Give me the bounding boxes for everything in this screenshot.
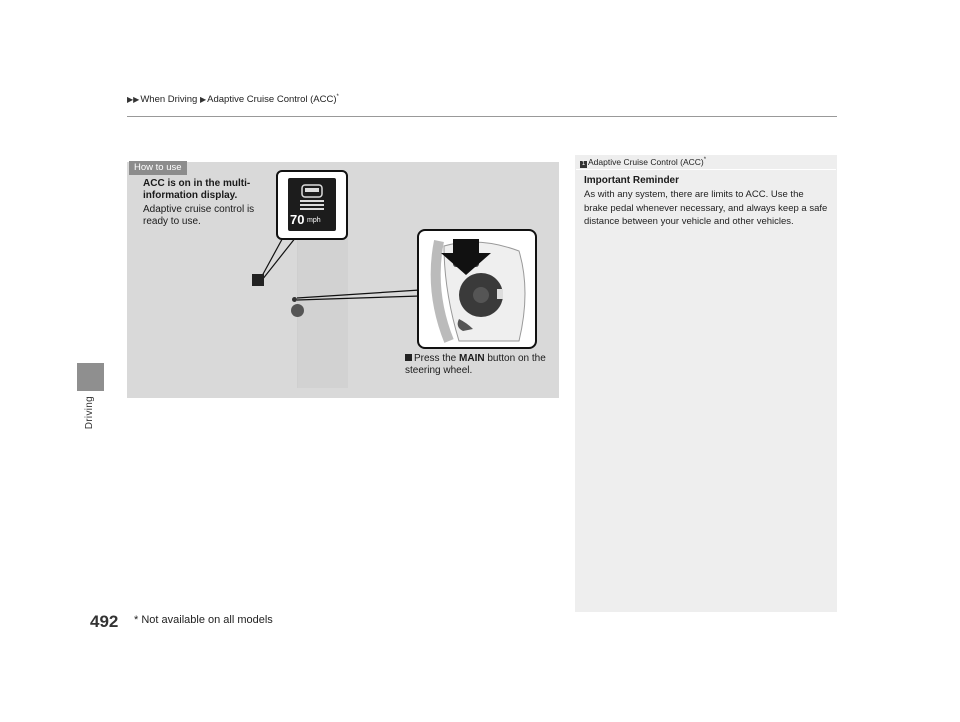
display-speed: 70 xyxy=(290,212,305,227)
display-location-marker xyxy=(252,274,264,286)
how-to-use-tag: How to use xyxy=(129,161,187,175)
footnote: * Not available on all models xyxy=(134,614,273,626)
note-title-asterisk: * xyxy=(703,157,707,164)
display-unit: mph xyxy=(307,217,321,224)
note-title-text: Adaptive Cruise Control (ACC) xyxy=(588,157,704,167)
section-label: Driving xyxy=(84,396,95,430)
breadcrumb-item-1: When Driving xyxy=(140,94,198,106)
main-button-marker xyxy=(292,297,297,302)
step2-suffix: button on the steering wheel. xyxy=(405,353,546,376)
reference-icon: 1 xyxy=(581,161,586,167)
breadcrumb-arrow-icon: ▶ xyxy=(199,95,207,105)
acc-car-icon xyxy=(288,178,336,212)
breadcrumb-arrow-icon: ▶▶ xyxy=(127,95,140,105)
step-bullet-icon xyxy=(405,354,412,361)
breadcrumb-asterisk: * xyxy=(336,94,339,100)
steering-wheel-icon xyxy=(419,231,535,347)
step2-prefix: Press the xyxy=(414,353,460,364)
step2-main-label: MAIN xyxy=(459,353,485,364)
note-body: As with any system, there are limits to ACC. Use the brake pedal whenever necessary, and always keep a safe distance between your vehicle and other vehicles. xyxy=(584,189,828,227)
page-number: 492 xyxy=(90,612,119,631)
note-subtitle: Important Reminder xyxy=(584,175,680,186)
step1-heading: ACC is on in the multi-information display. xyxy=(143,178,251,201)
step1-text: Adaptive cruise control is ready to use. xyxy=(143,204,255,227)
steering-switch-icon xyxy=(291,304,304,317)
breadcrumb-item-2: Adaptive Cruise Control (ACC) xyxy=(207,94,337,106)
step2-text xyxy=(405,353,555,377)
note-divider xyxy=(576,169,836,170)
note-title xyxy=(580,157,706,168)
steering-wheel-inset xyxy=(417,229,537,349)
